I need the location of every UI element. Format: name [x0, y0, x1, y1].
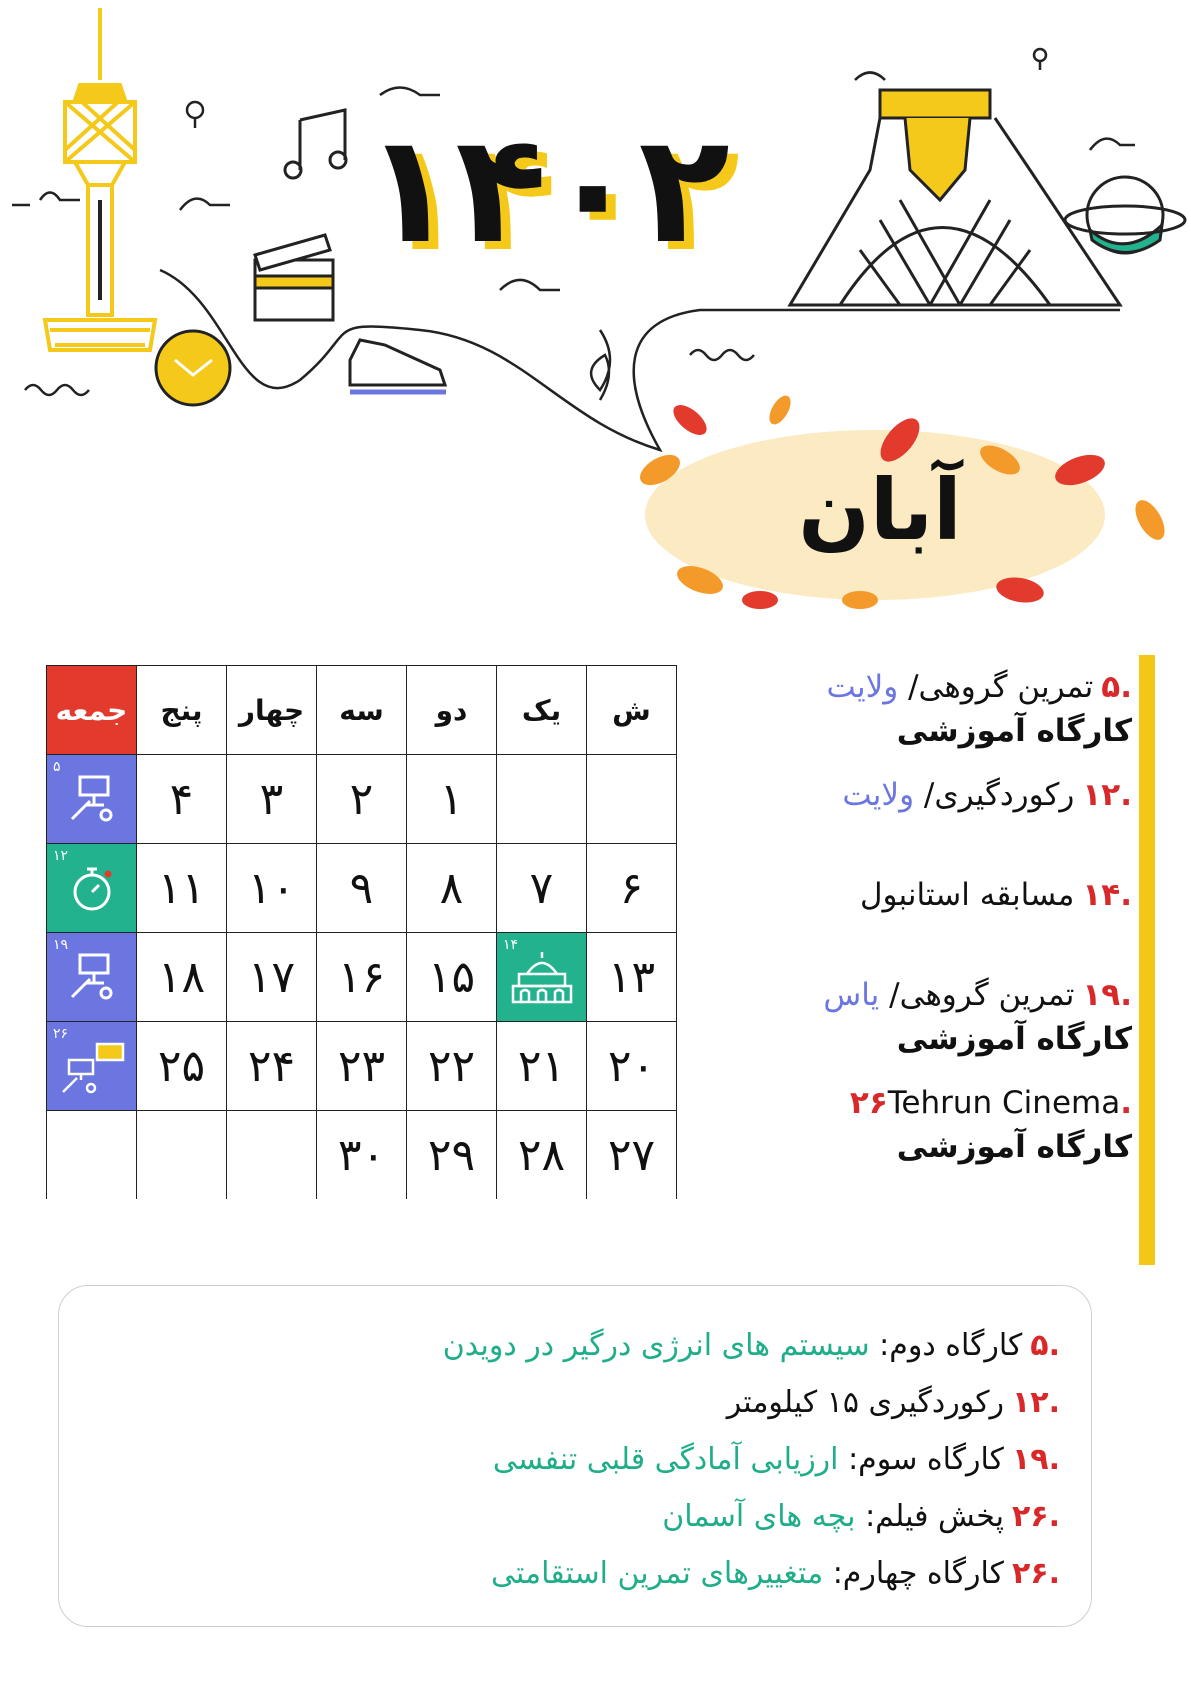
weekday-friday: جمعه: [47, 666, 137, 755]
day-cell: [47, 1111, 137, 1200]
event-cell-workshop: [47, 755, 137, 844]
mosque-dome-icon: [507, 944, 577, 1010]
event-text: تمرین گروهی/: [889, 977, 1075, 1013]
event-text: رکوردگیری/: [923, 777, 1075, 813]
week-row: [47, 755, 677, 844]
event-venue: یاس: [823, 977, 880, 1013]
note-detail: سیستم های انرژی درگیر در دویدن: [442, 1328, 870, 1363]
day-cell: [137, 1111, 227, 1200]
event-text: Tehrun Cinema: [887, 1085, 1121, 1121]
event-number: .۱۹: [1082, 977, 1132, 1013]
planet-icon: [1065, 177, 1185, 253]
day-cell: ۴: [137, 755, 227, 844]
notes-list: [80, 1325, 1060, 1610]
weekday-saturday: ش: [587, 666, 677, 755]
day-cell: ۱۱: [137, 844, 227, 933]
event-subtitle: کارگاه آموزشی: [896, 713, 1132, 749]
day-cell: ۱۵: [407, 933, 497, 1022]
music-note-icon: [285, 110, 346, 178]
note-detail: ارزیابی آمادگی قلبی تنفسی: [492, 1442, 839, 1477]
week-row: [47, 933, 677, 1022]
event-subtitle: کارگاه آموزشی: [896, 1129, 1132, 1165]
event-day-number: ۱۲: [53, 848, 69, 864]
weekday-wednesday: چهار: [227, 666, 317, 755]
event-number: .۲۶: [849, 1085, 1132, 1121]
treble-clef-icon: [591, 330, 610, 400]
note-label: کارگاه چهارم:: [832, 1556, 1004, 1591]
event-day-number: ۵: [53, 759, 61, 775]
day-cell: ۱۳: [587, 933, 677, 1022]
milad-tower-icon: [45, 8, 155, 350]
event-item: [760, 1081, 1132, 1169]
year-title: ۱۴۰۲: [363, 103, 730, 277]
week-row: [47, 1022, 677, 1111]
day-cell: ۱۶: [317, 933, 407, 1022]
event-subtitle: کارگاه آموزشی: [896, 1021, 1132, 1057]
day-cell: [497, 755, 587, 844]
note-number: .۱۹: [1011, 1442, 1060, 1477]
presentation-board-icon: [62, 947, 122, 1007]
event-item: [760, 873, 1132, 917]
day-cell: ۱۷: [227, 933, 317, 1022]
weekday-monday: دو: [407, 666, 497, 755]
event-venue: ولایت: [826, 669, 899, 705]
week-row: [47, 844, 677, 933]
event-cell-istanbul: [497, 933, 587, 1022]
day-cell: ۱۸: [137, 933, 227, 1022]
weekday-sunday: یک: [497, 666, 587, 755]
weekday-header-row: [47, 666, 677, 755]
event-item: [760, 665, 1132, 753]
month-title: آبان: [798, 461, 962, 559]
day-cell: ۲۴: [227, 1022, 317, 1111]
day-cell: ۲۷: [587, 1111, 677, 1200]
event-item: [760, 973, 1132, 1061]
day-cell: ۲۰: [587, 1022, 677, 1111]
day-cell: ۱: [407, 755, 497, 844]
event-text: تمرین گروهی/: [908, 669, 1094, 705]
note-detail: متغییرهای تمرین استقامتی: [490, 1556, 824, 1591]
day-cell: ۳۰: [317, 1111, 407, 1200]
event-cell-workshop: [47, 933, 137, 1022]
note-number: .۱۲: [1011, 1385, 1060, 1420]
clapperboard-icon: [255, 235, 333, 320]
event-day-number: ۱۹: [53, 937, 69, 953]
event-number: .۵: [1101, 669, 1132, 705]
event-list: [760, 665, 1132, 1189]
event-cell-record: [47, 844, 137, 933]
note-label: پخش فیلم:: [865, 1499, 1004, 1534]
note-number: .۲۶: [1011, 1556, 1060, 1591]
day-cell: [227, 1111, 317, 1200]
azadi-tower-icon: [790, 90, 1120, 305]
day-cell: ۷: [497, 844, 587, 933]
day-cell: [587, 755, 677, 844]
day-cell: ۱۰: [227, 844, 317, 933]
day-cell: ۲۱: [497, 1022, 587, 1111]
day-cell: ۲۲: [407, 1022, 497, 1111]
event-day-number: ۲۶: [53, 1026, 69, 1042]
yellow-divider-bar: [1139, 655, 1155, 1265]
event-number: .۱۲: [1082, 777, 1132, 813]
note-detail: بچه های آسمان: [662, 1499, 856, 1534]
event-venue: ولایت: [842, 777, 915, 813]
note-number: .۵: [1030, 1328, 1060, 1363]
note-item: [80, 1553, 1060, 1595]
note-label: کارگاه سوم:: [848, 1442, 1004, 1477]
note-item: [80, 1382, 1060, 1424]
sneaker-icon: [350, 340, 446, 392]
day-cell: ۲۳: [317, 1022, 407, 1111]
event-item: [760, 773, 1132, 817]
clock-icon: [156, 331, 230, 405]
day-cell: ۲: [317, 755, 407, 844]
presentation-board-icon: [62, 769, 122, 829]
note-label: رکوردگیری ۱۵ کیلومتر: [726, 1385, 1004, 1420]
day-cell: ۶: [587, 844, 677, 933]
day-cell: ۲۵: [137, 1022, 227, 1111]
day-cell: ۹: [317, 844, 407, 933]
event-text: مسابقه استانبول: [859, 877, 1075, 913]
weekday-tuesday: سه: [317, 666, 407, 755]
month-calendar: [46, 665, 677, 1199]
note-item: [80, 1325, 1060, 1367]
day-cell: ۲۸: [497, 1111, 587, 1200]
week-row: [47, 1111, 677, 1200]
stopwatch-icon: [64, 860, 120, 916]
note-item: [80, 1439, 1060, 1481]
event-number: .۱۴: [1082, 877, 1132, 913]
day-cell: ۳: [227, 755, 317, 844]
day-cell: ۸: [407, 844, 497, 933]
note-label: کارگاه دوم:: [879, 1328, 1023, 1363]
note-item: [80, 1496, 1060, 1538]
day-cell: ۲۹: [407, 1111, 497, 1200]
event-cell-cinema: [47, 1022, 137, 1111]
cinema-workshop-icon: [57, 1034, 127, 1098]
weekday-thursday: پنج: [137, 666, 227, 755]
note-number: .۲۶: [1011, 1499, 1060, 1534]
event-day-number: ۱۴: [503, 937, 519, 953]
